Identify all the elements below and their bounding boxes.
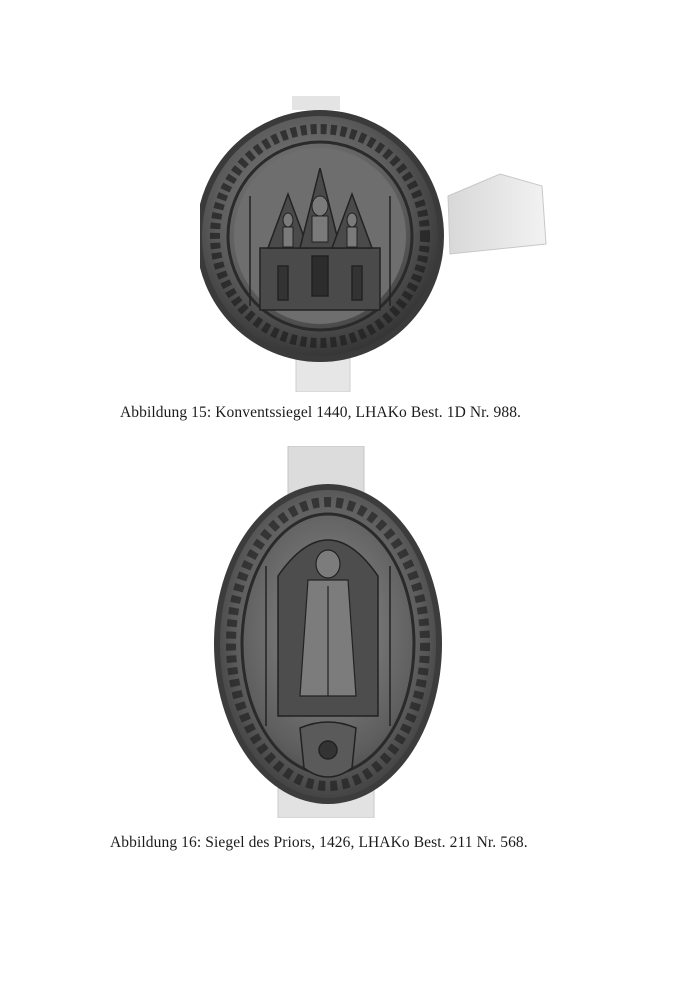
figure-16-seal-image — [196, 446, 486, 818]
oval-seal-icon — [196, 446, 486, 818]
figure-15-seal-image — [200, 96, 550, 392]
figure-16-caption: Abbildung 16: Siegel des Priors, 1426, LHAKo Best. 211 Nr. 568. — [110, 834, 528, 851]
figure-15-caption: Abbildung 15: Konventssiegel 1440, LHAKo Best. 1D Nr. 988. — [120, 404, 522, 421]
round-seal-icon — [200, 96, 550, 392]
